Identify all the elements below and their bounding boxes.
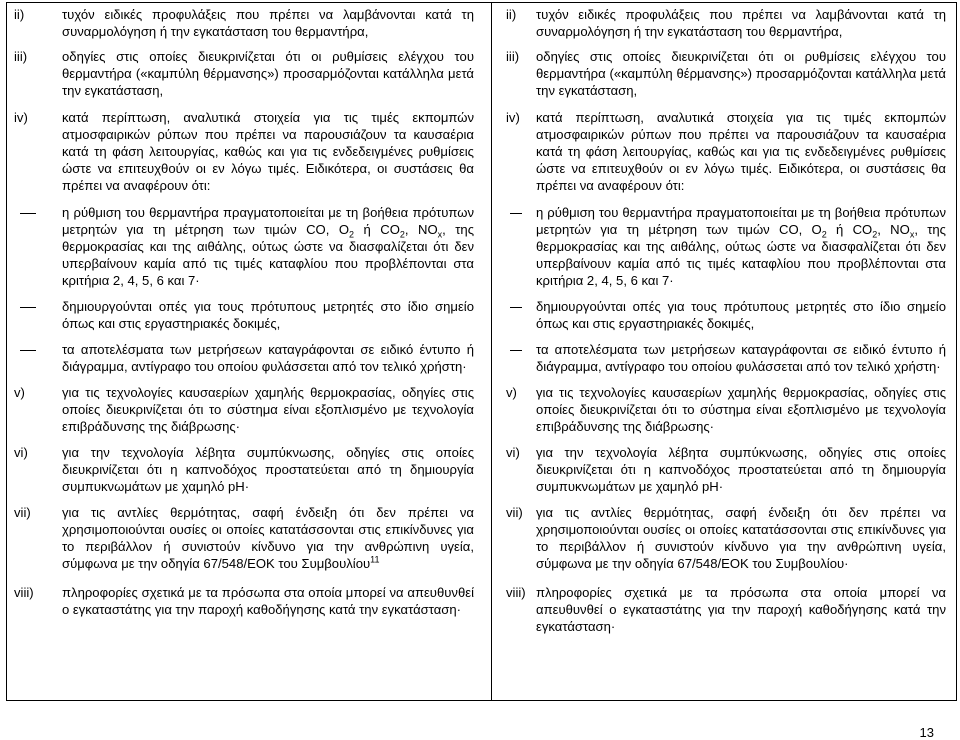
dash-bullet — [14, 298, 62, 315]
dash-bullet — [14, 341, 62, 358]
dash-item-1 — [14, 204, 474, 289]
list-item-v — [14, 384, 474, 435]
list-item-iii — [14, 48, 474, 99]
list-item-iii — [506, 48, 946, 99]
item-text: η ρύθμιση του θερμαντήρα πραγματοποιείται με τη βοήθεια πρότυπων μετρητών για τη μέτρηση των τιμών CO, $O_2$ ή $CO_2$, $NO_x$, της θερμοκρασίας και της αιθάλης, ούτως ώστε να διασφαλίζεται ότι δεν υπερβαίνουν καμία από τις τιμές καταφλίου που προβλέπονται στα κριτήρια 2, 4, 5, 6 και 7· — [62, 205, 475, 288]
list-item-ii — [14, 6, 474, 40]
list-item-vii — [506, 504, 946, 572]
item-text: δημιουργούνται οπές για τους πρότυπους μετρητές στο ίδιο σημείο όπως και στις εργαστηριακές δοκιμές, — [62, 299, 474, 331]
item-text: δημιουργούνται οπές για τους πρότυπους μετρητές στο ίδιο σημείο όπως και στις εργαστηριακές δοκιμές, — [536, 299, 946, 331]
dash-bullet — [506, 298, 536, 315]
item-text: κατά περίπτωση, αναλυτικά στοιχεία για τις τιμές εκπομπών ατμοσφαιρικών ρύπων που πρέπει να παρουσιάζουν τα καυσαέρια κατά τη φάση λειτουργίας, καθώς και για τις ενδεδειγμένες ρυθμίσεις ώστε να επιτευχθούν οι εν λόγω τιμές. Ειδικότερα, οι συστάσεις θα πρέπει να αναφέρουν ότι: — [536, 110, 946, 193]
item-number: ii) — [14, 7, 25, 22]
item-text: για την τεχνολογία λέβητα συμπύκνωσης, οδηγίες στις οποίες διευκρινίζεται ότι η καπνοδόχος προστατεύεται από τη δημιουργία συμπυκνωμάτων με χαμηλό pH· — [536, 445, 946, 494]
list-item-viii — [14, 584, 474, 618]
list-item-vi — [506, 444, 946, 495]
right-column — [506, 6, 946, 635]
item-number: iii) — [506, 49, 520, 64]
item-text: οδηγίες στις οποίες διευκρινίζεται ότι οι ρυθμίσεις ελέγχου του θερμαντήρα («καμπύλη θέρμανσης») προσαρμόζονται κατάλληλα μετά την εγκατάσταση, — [536, 49, 946, 98]
item-number: vi) — [14, 445, 28, 460]
list-item-iv — [506, 109, 946, 194]
item-number: viii) — [506, 585, 526, 600]
dash-bullet — [506, 204, 536, 221]
item-text: για την τεχνολογία λέβητα συμπύκνωσης, οδηγίες στις οποίες διευκρινίζεται ότι η καπνοδόχος προστατεύεται από τη δημιουργία συμπυκνωμάτων με χαμηλό pH· — [62, 445, 474, 494]
item-text: κατά περίπτωση, αναλυτικά στοιχεία για τις τιμές εκπομπών ατμοσφαιρικών ρύπων που πρέπει να παρουσιάζουν τα καυσαέρια κατά τη φάση λειτουργίας, καθώς και για τις ενδεδειγμένες ρυθμίσεις ώστε να επιτευχθούν οι εν λόγω τιμές. Ειδικότερα, οι συστάσεις θα πρέπει να αναφέρουν ότι: — [62, 110, 474, 193]
item-number: v) — [14, 385, 25, 400]
item-text: τυχόν ειδικές προφυλάξεις που πρέπει να λαμβάνονται κατά τη συναρμολόγηση ή την εγκατάσταση του θερμαντήρα, — [62, 7, 474, 39]
item-text: τα αποτελέσματα των μετρήσεων καταγράφονται σε ειδικό έντυπο ή διάγραμμα, αντίγραφο του οποίου φυλάσσεται από τον τελικό χρήστη· — [536, 342, 946, 374]
item-number: iv) — [506, 110, 520, 125]
column-divider — [491, 2, 492, 701]
dash-item-3 — [506, 341, 946, 375]
list-item-ii — [506, 6, 946, 40]
left-column — [14, 6, 474, 618]
dash-item-2 — [14, 298, 474, 332]
item-number: v) — [506, 385, 517, 400]
item-text: τυχόν ειδικές προφυλάξεις που πρέπει να λαμβάνονται κατά τη συναρμολόγηση ή την εγκατάσταση του θερμαντήρα, — [536, 7, 946, 39]
list-item-vi — [14, 444, 474, 495]
item-text: πληροφορίες σχετικά με τα πρόσωπα στα οποία μπορεί να απευθυνθεί ο εγκαταστάτης για την παροχή καθοδήγησης κατά την εγκατάσταση· — [536, 585, 946, 634]
page-number: 13 — [919, 725, 934, 740]
item-text: για τις τεχνολογίες καυσαερίων χαμηλής θερμοκρασίας, οδηγίες στις οποίες διευκρινίζεται ότι το σύστημα είναι εξοπλισμένο με τεχνολογία επιβράδυνσης της διάβρωσης· — [62, 385, 474, 434]
dash-item-3 — [14, 341, 474, 375]
list-item-viii — [506, 584, 946, 635]
item-text: πληροφορίες σχετικά με τα πρόσωπα στα οποία μπορεί να απευθυνθεί ο εγκαταστάτης για την παροχή καθοδήγησης κατά την εγκατάσταση· — [62, 585, 474, 617]
dash-item-1 — [506, 204, 946, 289]
dash-bullet — [14, 204, 62, 221]
list-item-vii — [14, 504, 474, 572]
item-text: η ρύθμιση του θερμαντήρα πραγματοποιείται με τη βοήθεια πρότυπων μετρητών για τη μέτρηση των τιμών CO, $O_2$ ή $CO_2$, $NO_x$, της θερμοκρασίας και της αιθάλης, ούτως ώστε να διασφαλίζεται ότι δεν υπερβαίνουν καμία από τις τιμές καταφλίου που προβλέπονται στα κριτήρια 2, 4, 5, 6 και 7· — [536, 205, 946, 288]
item-text: για τις τεχνολογίες καυσαερίων χαμηλής θερμοκρασίας, οδηγίες στις οποίες διευκρινίζεται ότι το σύστημα είναι εξοπλισμένο με τεχνολογία επιβράδυνσης της διάβρωσης· — [536, 385, 946, 434]
dash-bullet — [506, 341, 536, 358]
list-item-v — [506, 384, 946, 435]
item-number: vii) — [14, 505, 31, 520]
item-number: ii) — [506, 7, 517, 22]
item-text: οδηγίες στις οποίες διευκρινίζεται ότι οι ρυθμίσεις ελέγχου του θερμαντήρα («καμπύλη θέρμανσης») προσαρμόζονται κατάλληλα μετά την εγκατάσταση, — [62, 49, 474, 98]
item-number: vii) — [506, 505, 523, 520]
list-item-iv — [14, 109, 474, 194]
item-text: για τις αντλίες θερμότητας, σαφή ένδειξη ότι δεν πρέπει να χρησιμοποιούνται ουσίες οι οποίες κατατάσσονται στις επικίνδυνες για το περιβάλλον ή συνιστούν κίνδυνο για την ανθρώπινη υγεία, σύμφωνα με την οδηγία 67/548/ΕΟΚ του Συμβουλίου$^{11}$ — [62, 505, 474, 571]
item-text: για τις αντλίες θερμότητας, σαφή ένδειξη ότι δεν πρέπει να χρησιμοποιούνται ουσίες οι οποίες κατατάσσονται στις επικίνδυνες για το περιβάλλον ή συνιστούν κίνδυνο για την ανθρώπινη υγεία, σύμφωνα με την οδηγία 67/548/ΕΟΚ του Συμβουλίου· — [536, 505, 946, 571]
item-text: τα αποτελέσματα των μετρήσεων καταγράφονται σε ειδικό έντυπο ή διάγραμμα, αντίγραφο του οποίου φυλάσσεται από τον τελικό χρήστη· — [62, 342, 474, 374]
item-number: iii) — [14, 49, 28, 64]
item-number: vi) — [506, 445, 520, 460]
item-number: iv) — [14, 110, 28, 125]
footnote-ref: 11 — [370, 554, 380, 565]
dash-item-2 — [506, 298, 946, 332]
item-number: viii) — [14, 585, 34, 600]
